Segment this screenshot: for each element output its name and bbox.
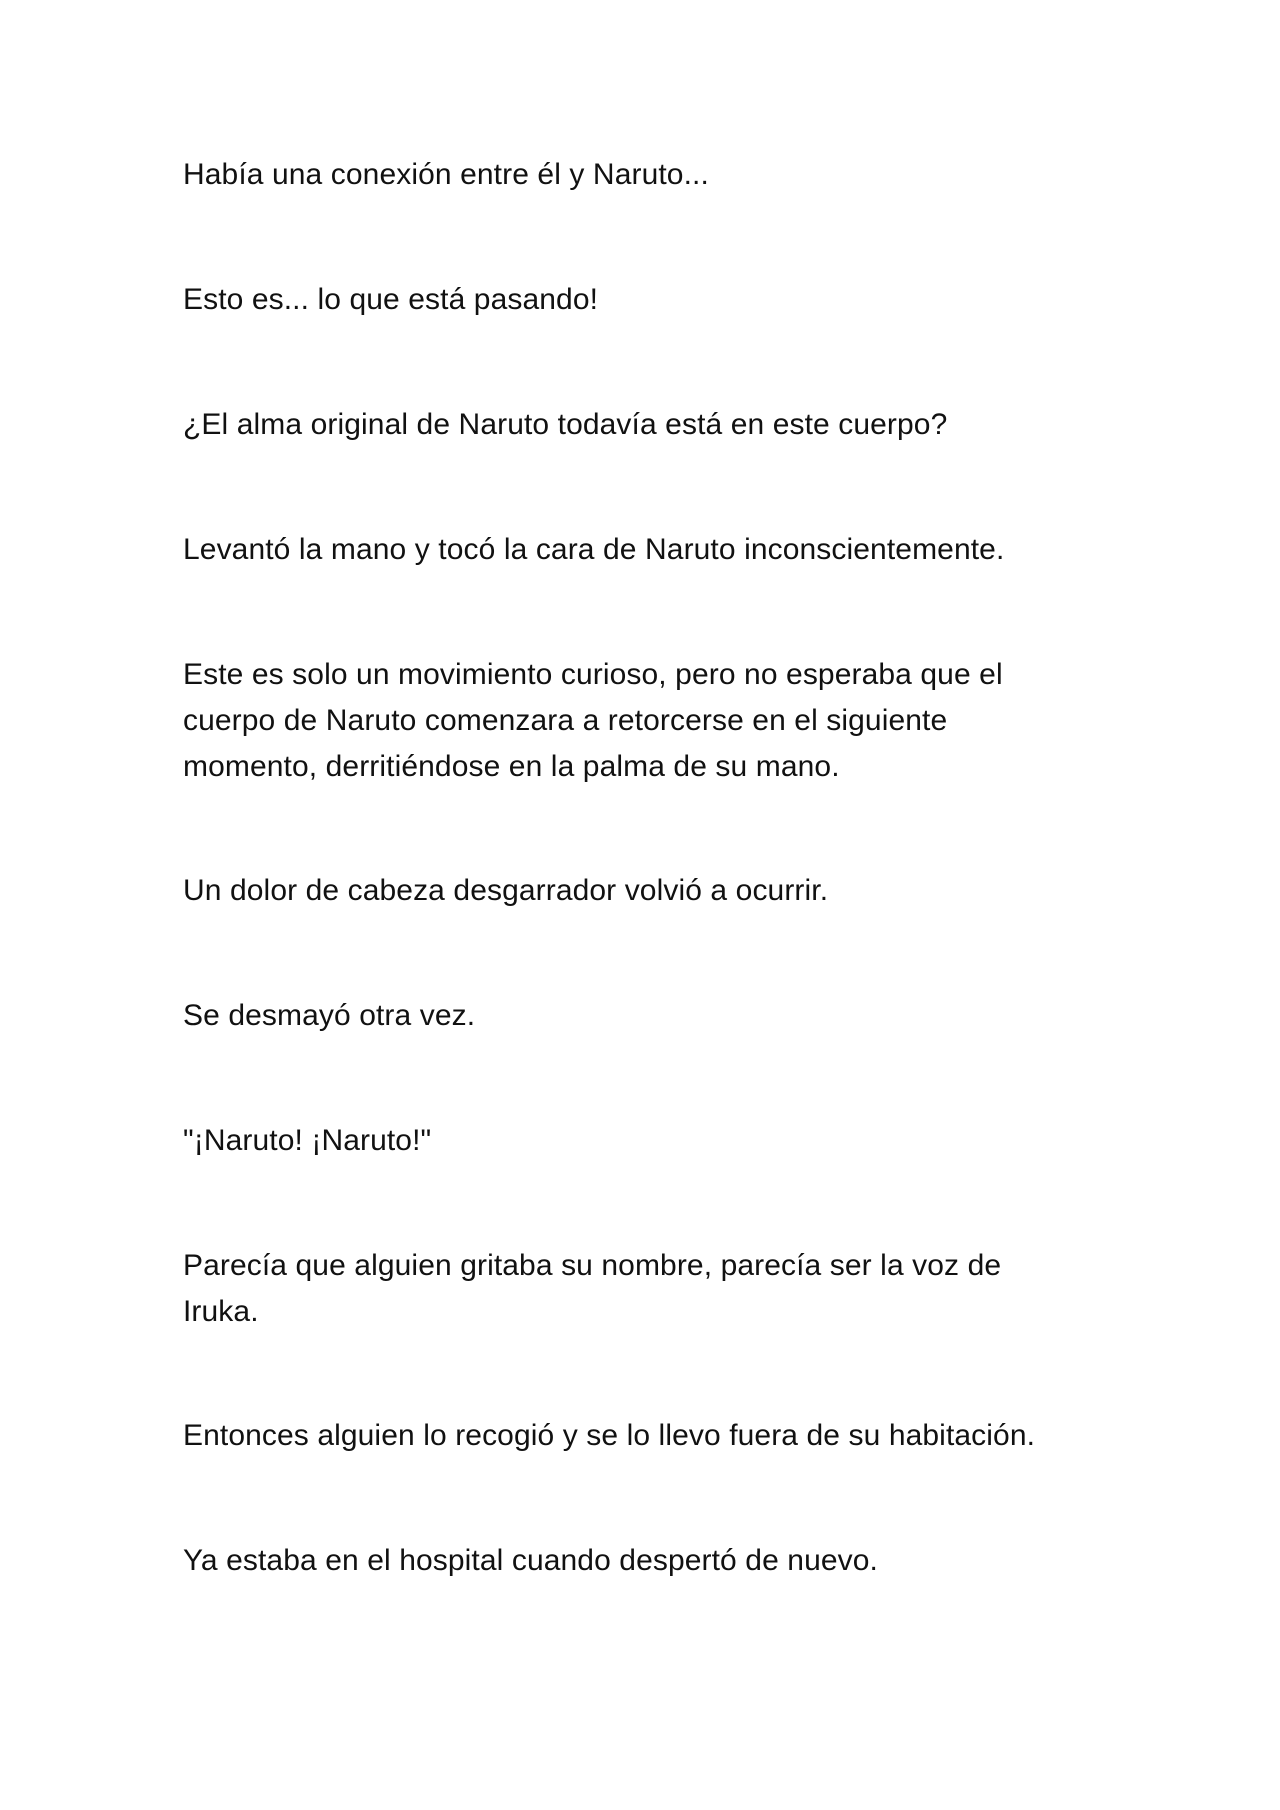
paragraph-3: ¿El alma original de Naruto todavía está en este cuerpo? xyxy=(183,408,948,441)
paragraph-8: "¡Naruto! ¡Naruto!" xyxy=(183,1124,432,1157)
paragraph-2: Esto es... lo que está pasando! xyxy=(183,283,599,316)
paragraph-7: Se desmayó otra vez. xyxy=(183,999,476,1032)
paragraph-9: Parecía que alguien gritaba su nombre, parecía ser la voz de Iruka. xyxy=(183,1249,1002,1328)
paragraph-6: Un dolor de cabeza desgarrador volvió a ocurrir. xyxy=(183,874,829,907)
paragraph-5: Este es solo un movimiento curioso, pero no esperaba que el cuerpo de Naruto comenzara a retorcerse en el siguiente momento, derritiéndose en la palma de su mano. xyxy=(183,658,1003,783)
paragraph-11: Ya estaba en el hospital cuando despertó de nuevo. xyxy=(183,1544,878,1577)
paragraph-4: Levantó la mano y tocó la cara de Naruto inconscientemente. xyxy=(183,533,1005,566)
paragraph-1: Había una conexión entre él y Naruto... xyxy=(183,158,709,191)
paragraph-10: Entonces alguien lo recogió y se lo llevo fuera de su habitación. xyxy=(183,1419,1036,1452)
